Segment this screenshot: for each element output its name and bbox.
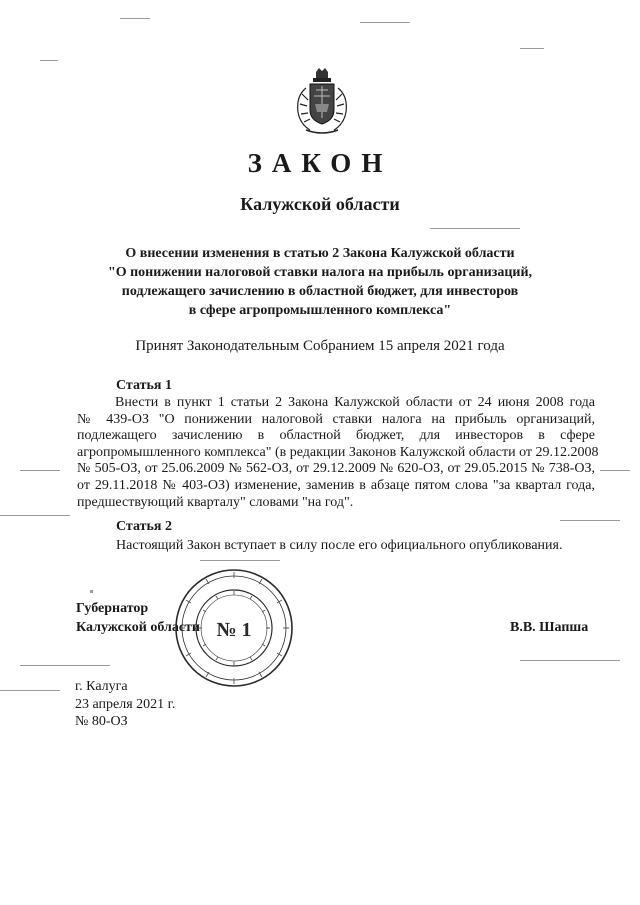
document-footer (75, 678, 175, 731)
law-number: № 80-ОЗ (75, 714, 128, 729)
stamp-number: № 1 (216, 619, 252, 641)
law-heading-line: О внесении изменения в статью 2 Закона Калужской области (125, 246, 515, 261)
governor-title: Губернатор (76, 601, 149, 616)
official-stamp-icon (172, 566, 296, 690)
signer-name: В.В. Шапша (510, 620, 589, 635)
adoption-note: Принят Законодательным Собранием 15 апреля 2021 года (135, 338, 505, 354)
law-heading-line: подлежащего зачислению в областной бюджет, для инвесторов (121, 284, 519, 299)
article-1-title: Статья 1 (116, 378, 172, 393)
law-heading (60, 244, 580, 320)
document-title: ЗАКОН (247, 148, 393, 178)
signing-date: 23 апреля 2021 г. (75, 696, 176, 712)
law-heading-line: "О понижении налоговой ставки налога на прибыль организаций, (107, 265, 533, 280)
article-2-title: Статья 2 (116, 519, 172, 534)
place: г. Калуга (75, 679, 128, 694)
article-1-line: № 439-ОЗ "О понижении налоговой ставки налога на прибыль организаций, (77, 411, 595, 427)
article-1-line: № 505-ОЗ, от 25.06.2009 № 562-ОЗ, от 29.12.2009 № 620-ОЗ, от 29.05.2015 № 738-ОЗ, (77, 461, 595, 477)
article-1-line: Внести в пункт 1 статьи 2 Закона Калужской области от 24 июня 2008 года (115, 395, 595, 410)
article-1-line: подлежащего зачислению в областной бюджет, для инвесторов в сфере (77, 428, 595, 444)
article-1-line: от 29.11.2018 № 403-ОЗ) изменение, заменив в абзаце пятом слова "за квартал года, (77, 477, 595, 493)
law-heading-line: в сфере агропромышленного комплекса" (188, 303, 452, 318)
document-subtitle: Калужской области (240, 194, 400, 214)
coat-of-arms-icon (286, 66, 358, 138)
article-1-line: предшествующий кварталу" словами "на год". (77, 494, 354, 510)
article-1-text (77, 395, 599, 511)
article-2-text: Настоящий Закон вступает в силу после его официального опубликования. (116, 538, 563, 553)
article-1-line: агропромышленного комплекса" (в редакции Законов Калужской области от 29.12.2008 (77, 444, 599, 460)
governor-region: Калужской области (76, 620, 200, 635)
